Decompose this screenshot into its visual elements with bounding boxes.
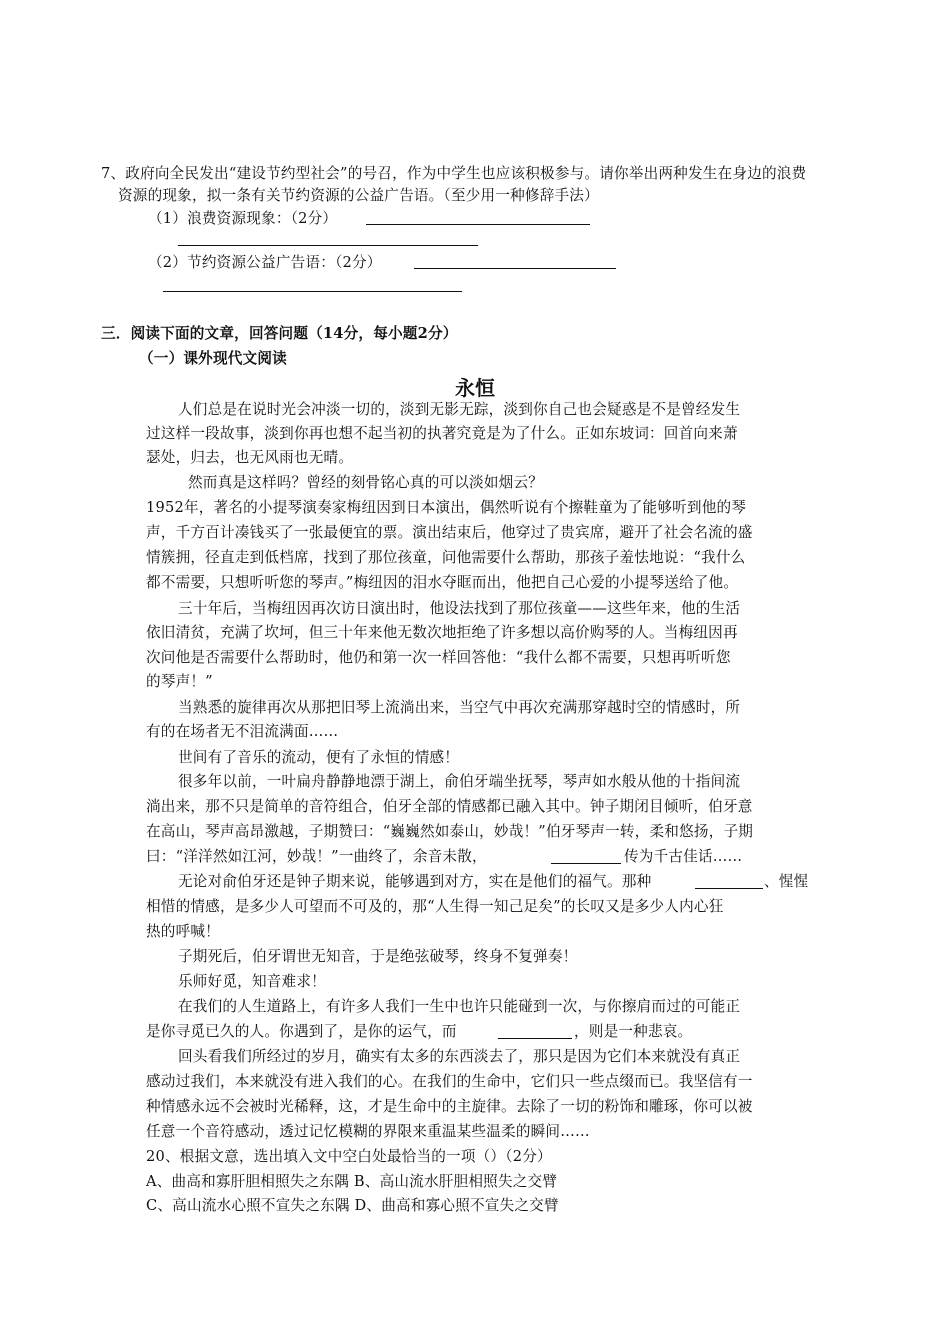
article-line: 在高山，琴声高昂激越，子期赞曰：“巍巍然如泰山，妙哉！”伯牙琴声一转，柔和悠扬，子期: [146, 823, 754, 840]
article-line: 子期死后，伯牙谓世无知音，于是绝弦破琴，终身不复弹奏！: [178, 948, 578, 965]
q20-question: 20、根据文意，选出填入文中空白处最恰当的一项（）（2分）: [146, 1148, 552, 1165]
fill-blank-2[interactable]: [695, 888, 763, 889]
article-line: 都不需要，只想听听您的琴声。”梅纽因的泪水夺眶而出，他把自己心爱的小提琴送给了他。: [146, 574, 739, 591]
article-line: 很多年以前，一叶扁舟静静地漂于湖上，俞伯牙端坐抚琴，琴声如水般从他的十指间流: [178, 773, 741, 790]
q20-options-ab: A、曲高和寡肝胆相照失之东隅 B、高山流水肝胆相照失之交臂: [146, 1173, 558, 1190]
article-line: 回头看我们所经过的岁月，确实有太多的东西淡去了，那只是因为它们本来就没有真正: [178, 1048, 741, 1065]
article-line: 的琴声！”: [146, 673, 213, 690]
article-line: 次问他是否需要什么帮助时，他仍和第一次一样回答他：“我什么都不需要，只想再听听您: [146, 649, 731, 666]
article-line: 曰：“洋洋然如江河，妙哉！”一曲终了，余音未散，: [146, 848, 487, 865]
article-title: 永恒: [455, 376, 495, 400]
q7-part2-answer-blank[interactable]: [414, 268, 616, 269]
article-line: 相惜的情感，是多少人可望而不可及的，那“人生得一知己足矣”的长叹又是多少人内心狂: [146, 898, 724, 915]
q7-part1-answer-blank-2[interactable]: [178, 245, 478, 246]
article-line: 传为千古佳话……: [624, 848, 743, 865]
article-line: 热的呼喊！: [146, 923, 220, 940]
q7-part2-label: （2）节约资源公益广告语：（2分）: [148, 254, 382, 271]
article-line: 1952年，著名的小提琴演奏家梅纽因到日本演出，偶然听说有个擦鞋童为了能够听到他的琴: [146, 499, 747, 516]
article-line: 然而真是这样吗？曾经的刻骨铭心真的可以淡如烟云？: [188, 474, 544, 491]
q7-line1: 7、政府向全民发出“建设节约型社会”的号召，作为中学生也应该积极参与。请你举出两种发生在身边的浪费: [101, 165, 807, 182]
q7-line2: 资源的现象，拟一条有关节约资源的公益广告语。（至少用一种修辞手法）: [118, 187, 599, 204]
q20-options-cd: C、高山流水心照不宣失之东隅 D、曲高和寡心照不宣失之交臂: [146, 1197, 559, 1214]
article-line: 情簇拥，径直走到低档席，找到了那位孩童，问他需要什么帮助，那孩子羞怯地说：“我什么: [146, 549, 746, 566]
article-line: 三十年后，当梅纽因再次访日演出时，他设法找到了那位孩童——这些年来，他的生活: [178, 600, 741, 617]
article-line: 感动过我们，本来就没有进入我们的心。在我们的生命中，它们只一些点缀而已。我坚信有一: [146, 1073, 753, 1090]
article-line: 淌出来，那不只是简单的音符组合，伯牙全部的情感都已融入其中。钟子期闭目倾听，伯牙意: [146, 798, 753, 815]
section3-heading: 三．阅读下面的文章，回答问题（14分，每小题2分）: [101, 325, 458, 342]
article-line: ，则是一种悲哀。: [574, 1023, 693, 1040]
article-line: 、惺惺: [764, 873, 809, 890]
article-line: 任意一个音符感动，透过记忆模糊的界限来重温某些温柔的瞬间……: [146, 1123, 590, 1140]
article-line: 过这样一段故事，淡到你再也想不起当初的执著究竟是为了什么。正如东坡词：回首向来萧: [146, 425, 738, 442]
article-line: 瑟处，归去，也无风雨也无晴。: [146, 449, 354, 466]
q7-part2-answer-blank-2[interactable]: [163, 291, 462, 292]
article-line: 有的在场者无不泪流满面……: [146, 723, 339, 740]
article-line: 乐师好觅，知音难求！: [178, 973, 326, 990]
article-line: 在我们的人生道路上，有许多人我们一生中也许只能碰到一次，与你擦肩而过的可能正: [178, 998, 741, 1015]
article-line: 依旧清贫，充满了坎坷，但三十年来他无数次地拒绝了许多想以高价购琴的人。当梅纽因再: [146, 624, 738, 641]
article-line: 世间有了音乐的流动，便有了永恒的情感！: [178, 749, 460, 766]
article-line: 是你寻觅已久的人。你遇到了，是你的运气，而: [146, 1023, 457, 1040]
fill-blank-3[interactable]: [498, 1038, 572, 1039]
fill-blank-1[interactable]: [551, 863, 621, 864]
section3-subheading: （一）课外现代文阅读: [139, 350, 287, 367]
q7-part1-answer-blank[interactable]: [366, 224, 590, 225]
article-line: 声，千方百计凑钱买了一张最便宜的票。演出结束后，他穿过了贵宾席，避开了社会名流的盛: [146, 524, 753, 541]
q7-part1-label: （1）浪费资源现象：（2分）: [148, 210, 338, 227]
article-line: 无论对俞伯牙还是钟子期来说，能够遇到对方，实在是他们的福气。那种: [178, 873, 652, 890]
article-line: 人们总是在说时光会冲淡一切的，淡到无影无踪，淡到你自己也会疑惑是不是曾经发生: [178, 401, 741, 418]
article-line: 种情感永远不会被时光稀释，这，才是生命中的主旋律。去除了一切的粉饰和雕琢，你可以被: [146, 1098, 753, 1115]
article-line: 当熟悉的旋律再次从那把旧琴上流淌出来，当空气中再次充满那穿越时空的情感时，所: [178, 699, 741, 716]
